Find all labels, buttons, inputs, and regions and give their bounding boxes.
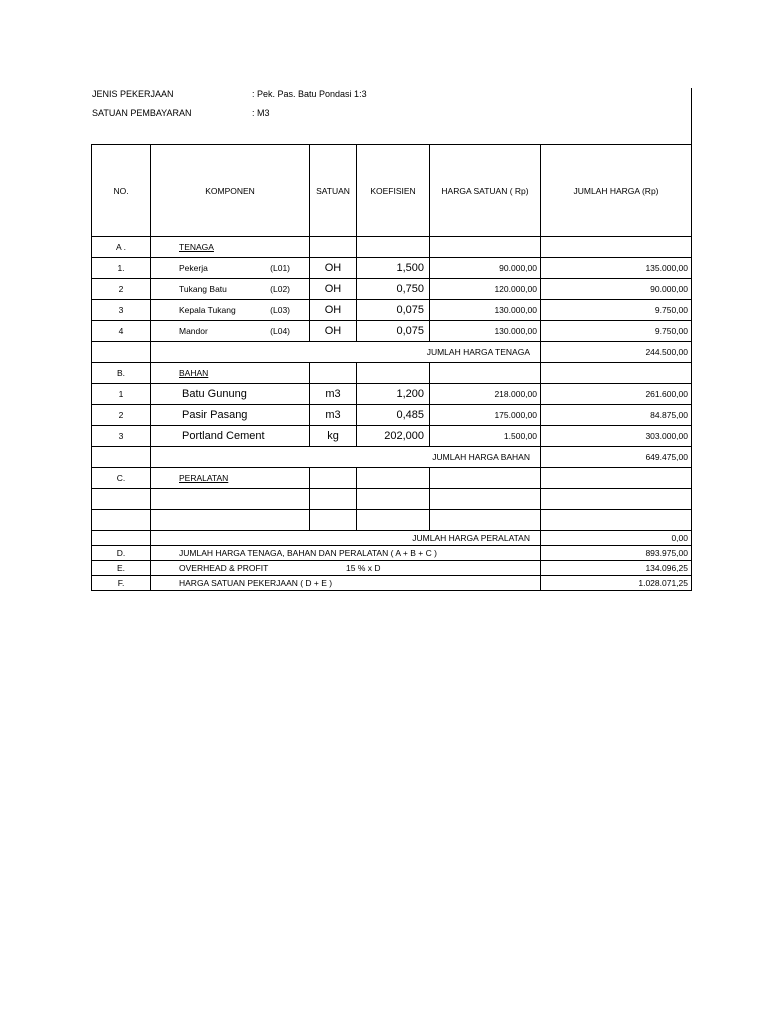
summary-value: 893.975,00 bbox=[541, 546, 692, 561]
row-jumlah: 261.600,00 bbox=[541, 384, 692, 405]
satuan-pembayaran-label: SATUAN PEMBAYARAN bbox=[92, 108, 192, 118]
row-jumlah: 135.000,00 bbox=[541, 258, 692, 279]
row-komponen: Batu Gunung bbox=[151, 384, 310, 405]
summary-no: E. bbox=[92, 561, 151, 576]
empty-row bbox=[92, 510, 692, 531]
row-satuan: OH bbox=[310, 321, 357, 342]
table-header-row bbox=[92, 145, 692, 237]
summary-no: F. bbox=[92, 576, 151, 591]
subtotal-label: JUMLAH HARGA TENAGA bbox=[151, 342, 541, 363]
section-row-bahan bbox=[92, 363, 692, 384]
empty-row bbox=[92, 489, 692, 510]
satuan-pembayaran-value: : M3 bbox=[252, 108, 270, 118]
summary-no: D. bbox=[92, 546, 151, 561]
row-satuan: m3 bbox=[310, 384, 357, 405]
row-koefisien: 1,500 bbox=[357, 258, 430, 279]
row-no: 4 bbox=[92, 321, 151, 342]
summary-label: HARGA SATUAN PEKERJAAN ( D + E ) bbox=[151, 576, 541, 591]
row-koefisien: 202,000 bbox=[357, 426, 430, 447]
row-koefisien: 0,485 bbox=[357, 405, 430, 426]
row-jumlah: 9.750,00 bbox=[541, 321, 692, 342]
col-header-satuan: SATUAN bbox=[310, 145, 357, 237]
section-title: BAHAN bbox=[151, 363, 310, 384]
row-satuan: OH bbox=[310, 279, 357, 300]
row-satuan: kg bbox=[310, 426, 357, 447]
row-harga: 130.000,00 bbox=[430, 321, 541, 342]
row-komponen: Tukang Batu (L02) bbox=[151, 279, 310, 300]
row-komponen: Kepala Tukang (L03) bbox=[151, 300, 310, 321]
row-komponen: Pekerja (L01) bbox=[151, 258, 310, 279]
row-jumlah: 84.875,00 bbox=[541, 405, 692, 426]
analysis-table bbox=[91, 144, 692, 591]
row-no: 1 bbox=[92, 384, 151, 405]
summary-row-e bbox=[92, 561, 692, 576]
row-no: 2 bbox=[92, 405, 151, 426]
jenis-pekerjaan-label: JENIS PEKERJAAN bbox=[92, 89, 174, 99]
row-satuan: OH bbox=[310, 258, 357, 279]
summary-value: 1.028.071,25 bbox=[541, 576, 692, 591]
table-row bbox=[92, 258, 692, 279]
jenis-pekerjaan-value: : Pek. Pas. Batu Pondasi 1:3 bbox=[252, 89, 367, 99]
row-harga: 90.000,00 bbox=[430, 258, 541, 279]
row-harga: 218.000,00 bbox=[430, 384, 541, 405]
summary-row-f bbox=[92, 576, 692, 591]
row-jumlah: 90.000,00 bbox=[541, 279, 692, 300]
row-no: 1. bbox=[92, 258, 151, 279]
row-no: 3 bbox=[92, 426, 151, 447]
col-header-komponen: KOMPONEN bbox=[151, 145, 310, 237]
subtotal-row-peralatan bbox=[92, 531, 692, 546]
section-no: A . bbox=[92, 237, 151, 258]
table-row bbox=[92, 321, 692, 342]
row-no: 3 bbox=[92, 300, 151, 321]
subtotal-value: 649.475,00 bbox=[541, 447, 692, 468]
row-komponen: Pasir Pasang bbox=[151, 405, 310, 426]
col-header-jumlah-harga: JUMLAH HARGA (Rp) bbox=[541, 145, 692, 237]
summary-label: JUMLAH HARGA TENAGA, BAHAN DAN PERALATAN ( A + B + C ) bbox=[151, 546, 541, 561]
row-jumlah: 303.000,00 bbox=[541, 426, 692, 447]
table-row bbox=[92, 279, 692, 300]
row-komponen: Mandor (L04) bbox=[151, 321, 310, 342]
row-harga: 130.000,00 bbox=[430, 300, 541, 321]
col-header-no: NO. bbox=[92, 145, 151, 237]
col-header-harga-satuan: HARGA SATUAN ( Rp) bbox=[430, 145, 541, 237]
summary-value: 134.096,25 bbox=[541, 561, 692, 576]
subtotal-row-tenaga bbox=[92, 342, 692, 363]
section-no: B. bbox=[92, 363, 151, 384]
summary-row-d bbox=[92, 546, 692, 561]
row-harga: 1.500,00 bbox=[430, 426, 541, 447]
section-row-tenaga bbox=[92, 237, 692, 258]
section-no: C. bbox=[92, 468, 151, 489]
subtotal-label: JUMLAH HARGA PERALATAN bbox=[151, 531, 541, 546]
subtotal-row-bahan bbox=[92, 447, 692, 468]
row-harga: 120.000,00 bbox=[430, 279, 541, 300]
table-row bbox=[92, 384, 692, 405]
section-title: TENAGA bbox=[151, 237, 310, 258]
subtotal-value: 244.500,00 bbox=[541, 342, 692, 363]
table-row bbox=[92, 405, 692, 426]
summary-label: OVERHEAD & PROFIT 15 % x D bbox=[151, 561, 541, 576]
subtotal-value: 0,00 bbox=[541, 531, 692, 546]
row-koefisien: 0,075 bbox=[357, 300, 430, 321]
section-row-peralatan bbox=[92, 468, 692, 489]
header-frame-right-border bbox=[691, 88, 692, 144]
row-satuan: OH bbox=[310, 300, 357, 321]
row-jumlah: 9.750,00 bbox=[541, 300, 692, 321]
row-koefisien: 1,200 bbox=[357, 384, 430, 405]
row-no: 2 bbox=[92, 279, 151, 300]
row-harga: 175.000,00 bbox=[430, 405, 541, 426]
row-satuan: m3 bbox=[310, 405, 357, 426]
table-row bbox=[92, 426, 692, 447]
col-header-koefisien: KOEFISIEN bbox=[357, 145, 430, 237]
section-title: PERALATAN bbox=[151, 468, 310, 489]
row-koefisien: 0,075 bbox=[357, 321, 430, 342]
subtotal-label: JUMLAH HARGA BAHAN bbox=[151, 447, 541, 468]
table-row bbox=[92, 300, 692, 321]
row-koefisien: 0,750 bbox=[357, 279, 430, 300]
row-komponen: Portland Cement bbox=[151, 426, 310, 447]
